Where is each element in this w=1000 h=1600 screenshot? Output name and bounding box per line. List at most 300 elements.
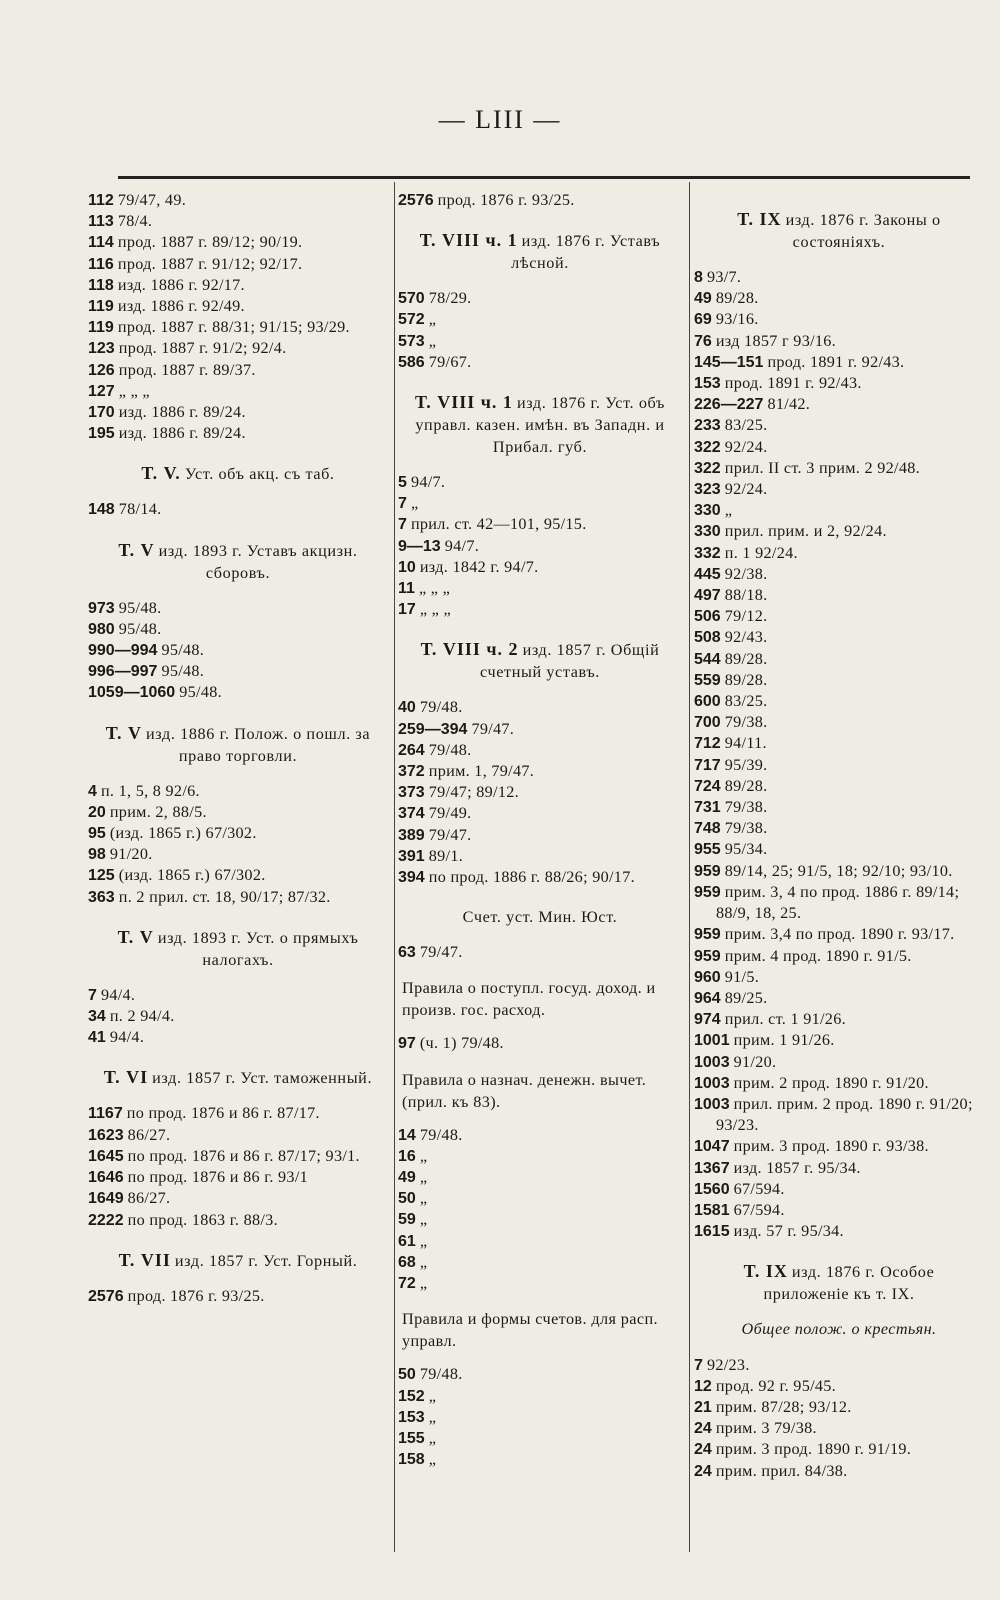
- entry-reference: прил. ст. 42—101, 95/15.: [410, 515, 587, 534]
- entry-reference: по прод. 1876 и 86 г. 87/17; 93/1.: [127, 1146, 360, 1165]
- index-entry: [694, 394, 984, 415]
- heading-text: изд. 1876 г. Уставъ лѣсной.: [511, 232, 661, 273]
- index-entry: [694, 755, 984, 776]
- entry-article-number: 97: [398, 1035, 416, 1053]
- entry-reference: прим. 2 прод. 1890 г. 91/20.: [733, 1073, 929, 1092]
- section-heading: [694, 1260, 984, 1305]
- volume-label: Т. VI: [103, 1067, 149, 1088]
- index-entry: [694, 479, 984, 500]
- index-entry: [88, 640, 388, 661]
- entry-reference: 83/25.: [724, 416, 768, 435]
- index-entry: [694, 1030, 984, 1051]
- entry-reference: 91/20.: [109, 845, 153, 864]
- entry-reference: 89/1.: [428, 846, 464, 865]
- entry-reference: 95/48.: [118, 619, 162, 638]
- entry-reference: п. 1, 5, 8 92/6.: [100, 781, 200, 800]
- index-entry: [88, 317, 388, 338]
- entry-article-number: 41: [88, 1029, 106, 1047]
- index-entry: [88, 275, 388, 296]
- volume-label: Т. VIII ч. 1: [419, 230, 518, 251]
- volume-label: Т. IX: [743, 1261, 788, 1282]
- index-entry: [398, 472, 682, 493]
- index-entry: [398, 1146, 682, 1167]
- entry-reference: 91/20.: [733, 1052, 777, 1071]
- entry-article-number: 50: [398, 1190, 416, 1208]
- entry-reference: прим. 87/28; 93/12.: [715, 1397, 852, 1416]
- index-column-1: [88, 190, 388, 1550]
- index-entry: [694, 1397, 984, 1418]
- entry-article-number: 372: [398, 763, 425, 781]
- entry-article-number: 153: [694, 375, 721, 393]
- entry-reference: 94/4.: [109, 1028, 145, 1047]
- entry-article-number: 1615: [694, 1223, 730, 1241]
- entry-reference: 86/27.: [127, 1189, 171, 1208]
- index-entry: [88, 865, 388, 886]
- entry-article-number: 1047: [694, 1138, 730, 1156]
- entry-article-number: 11: [398, 580, 415, 598]
- entry-article-number: 226—227: [694, 396, 764, 414]
- index-entry: [398, 942, 682, 963]
- index-entry: [694, 1376, 984, 1397]
- header-rule: [118, 176, 970, 179]
- index-entry: [88, 1146, 388, 1167]
- column-divider: [394, 182, 395, 1552]
- entry-reference: 81/42.: [767, 395, 811, 414]
- entry-article-number: 731: [694, 799, 721, 817]
- entry-article-number: 148: [88, 501, 115, 519]
- entry-article-number: 497: [694, 587, 721, 605]
- entry-reference: 79/38.: [724, 713, 768, 732]
- entry-reference: 79/47.: [428, 825, 472, 844]
- entry-article-number: 40: [398, 699, 416, 717]
- entry-article-number: 123: [88, 340, 115, 358]
- entry-article-number: 332: [694, 544, 721, 562]
- entry-article-number: 127: [88, 382, 115, 400]
- index-entry: [88, 190, 388, 211]
- entry-article-number: 158: [398, 1451, 425, 1469]
- entry-reference: 93/16.: [715, 310, 759, 329]
- entry-article-number: 72: [398, 1275, 416, 1293]
- entry-article-number: 959: [694, 926, 721, 944]
- entry-reference: прил. II ст. 3 прим. 2 92/48.: [724, 458, 920, 477]
- entry-article-number: 959: [694, 883, 721, 901]
- entry-reference: 78/4.: [117, 212, 153, 231]
- index-entry: [398, 514, 682, 535]
- index-entry: [88, 781, 388, 802]
- volume-label: Т. IX: [737, 209, 782, 229]
- index-entry: [398, 536, 682, 557]
- entry-reference: 89/28.: [724, 670, 768, 689]
- entry-article-number: 700: [694, 714, 721, 732]
- entry-article-number: 544: [694, 650, 721, 668]
- entry-reference: изд. 1857 г. 95/34.: [733, 1158, 861, 1177]
- index-entry: [694, 924, 984, 945]
- index-entry: [88, 1103, 388, 1124]
- index-entry: [398, 697, 682, 718]
- entry-article-number: 1367: [694, 1159, 730, 1177]
- index-entry: [88, 1286, 388, 1307]
- entry-reference: изд. 1886 г. 92/49.: [117, 297, 245, 316]
- index-entry: [694, 373, 984, 394]
- index-entry: [398, 867, 682, 888]
- entry-reference: 79/48.: [428, 740, 472, 759]
- entry-article-number: 960: [694, 968, 721, 986]
- entry-article-number: 1059—1060: [88, 684, 176, 702]
- section-heading: [398, 229, 682, 274]
- section-heading: [398, 391, 682, 458]
- index-entry: [88, 423, 388, 444]
- entry-article-number: 5: [398, 474, 407, 492]
- entry-reference: „: [428, 1386, 437, 1405]
- entry-article-number: 14: [398, 1126, 416, 1144]
- index-entry: [88, 661, 388, 682]
- index-entry: [694, 500, 984, 521]
- entry-reference: 78/14.: [118, 500, 162, 519]
- index-entry: [694, 415, 984, 436]
- index-entry: [398, 1386, 682, 1407]
- entry-reference: 67/594.: [733, 1200, 785, 1219]
- section-heading: [398, 638, 682, 683]
- index-entry: [694, 521, 984, 542]
- entry-reference: прим. 2, 88/5.: [109, 802, 207, 821]
- heading-text: изд. 1886 г. Полож. о пошл. за право торговли.: [146, 724, 371, 765]
- index-entry: [398, 1125, 682, 1146]
- entry-reference: 93/7.: [706, 268, 742, 286]
- index-entry: [694, 649, 984, 670]
- entry-reference: „ „ „: [118, 381, 150, 400]
- entry-article-number: 61: [398, 1232, 416, 1250]
- index-entry: [398, 1252, 682, 1273]
- entry-article-number: 9—13: [398, 537, 441, 555]
- entry-reference: 92/24.: [724, 480, 768, 499]
- entry-reference: изд. 1886 г. 92/17.: [117, 275, 245, 294]
- index-entry: [398, 719, 682, 740]
- index-entry: [398, 1364, 682, 1385]
- heading-text: Счет. уст. Мин. Юст.: [462, 908, 618, 927]
- index-entry: [88, 682, 388, 703]
- entry-reference: прод. 1887 г. 91/12; 92/17.: [117, 254, 303, 273]
- entry-article-number: 7: [398, 495, 407, 513]
- section-note: Правила и формы счетов. для расп. управл.: [402, 1310, 658, 1351]
- entry-article-number: 98: [88, 846, 106, 864]
- entry-article-number: 50: [398, 1366, 416, 1384]
- entry-article-number: 712: [694, 735, 721, 753]
- entry-reference: прод. 1887 г. 88/31; 91/15; 93/29.: [117, 318, 350, 337]
- entry-article-number: 126: [88, 361, 115, 379]
- entry-article-number: 69: [694, 311, 712, 329]
- entry-reference: 88/18.: [724, 586, 768, 605]
- index-entry: [398, 493, 682, 514]
- entry-article-number: 8: [694, 269, 703, 286]
- index-entry: [88, 1027, 388, 1048]
- entry-reference: изд. 1842 г. 94/7.: [419, 557, 539, 576]
- index-entry: [398, 761, 682, 782]
- entry-reference: прил. ст. 1 91/26.: [724, 1010, 846, 1029]
- index-entry: [398, 1428, 682, 1449]
- entry-reference: 79/49.: [428, 804, 472, 823]
- entry-reference: 79/47; 89/12.: [428, 783, 519, 802]
- entry-reference: 94/4.: [100, 985, 136, 1004]
- entry-reference: 95/48.: [179, 683, 222, 702]
- entry-article-number: 573: [398, 332, 425, 350]
- volume-label: Т. V: [118, 539, 155, 560]
- entry-article-number: 363: [88, 888, 115, 906]
- entry-reference: прим. 3,4 по прод. 1890 г. 93/17.: [724, 925, 955, 944]
- entry-article-number: 980: [88, 620, 115, 638]
- section-heading: [88, 926, 388, 971]
- entry-article-number: 7: [88, 986, 97, 1004]
- entry-reference: прил. прим. 2 прод. 1890 г. 91/20; 93/23.: [716, 1094, 973, 1135]
- index-entry: [694, 585, 984, 606]
- entry-article-number: 570: [398, 290, 425, 308]
- entry-article-number: 1003: [694, 1074, 730, 1092]
- entry-article-number: 125: [88, 867, 115, 885]
- index-entry: [694, 543, 984, 564]
- entry-article-number: 170: [88, 404, 115, 422]
- entry-article-number: 330: [694, 502, 721, 520]
- entry-reference: 89/28.: [724, 649, 768, 668]
- entry-article-number: 233: [694, 417, 721, 435]
- index-entry: [694, 1355, 984, 1376]
- volume-label: Т. V: [117, 926, 154, 947]
- entry-article-number: 114: [88, 234, 114, 252]
- entry-reference: 92/43.: [724, 628, 768, 647]
- entry-reference: „: [428, 1407, 437, 1426]
- entry-reference: изд. 1886 г. 89/24.: [118, 424, 246, 443]
- index-entry: [88, 985, 388, 1006]
- entry-article-number: 955: [694, 841, 721, 859]
- index-entry: [694, 1200, 984, 1221]
- index-entry: [694, 1439, 984, 1460]
- heading-text: изд. 1876 г. Законы о состояніяхъ.: [785, 211, 941, 251]
- index-entry: [694, 1009, 984, 1030]
- index-entry: [694, 691, 984, 712]
- entry-reference: „: [428, 1450, 437, 1469]
- entry-reference: прим. 1 91/26.: [733, 1031, 835, 1050]
- heading-text: Уст. объ акц. съ таб.: [184, 465, 335, 484]
- entry-article-number: 990—994: [88, 642, 158, 660]
- entry-article-number: 259—394: [398, 720, 468, 738]
- index-entry: [694, 288, 984, 309]
- entry-article-number: 559: [694, 671, 721, 689]
- entry-reference: 89/14, 25; 91/5, 18; 92/10; 93/10.: [724, 861, 953, 880]
- index-entry: [398, 557, 682, 578]
- entry-reference: „: [724, 501, 733, 520]
- entry-reference: (изд. 1865 г.) 67/302.: [118, 866, 266, 885]
- entry-reference: п. 2 94/4.: [109, 1007, 175, 1026]
- index-entry: [694, 352, 984, 373]
- volume-label: Т. VIII ч. 1: [415, 392, 513, 413]
- entry-reference: „: [428, 1428, 437, 1447]
- index-column-2: [398, 190, 682, 1550]
- entry-reference: „: [419, 1168, 428, 1187]
- index-entry: [398, 288, 682, 309]
- entry-reference: по прод. 1876 и 86 г. 87/17.: [126, 1104, 320, 1123]
- entry-reference: прил. прим. и 2, 92/24.: [724, 522, 887, 541]
- entry-article-number: 2576: [88, 1287, 124, 1305]
- index-entry: [398, 1231, 682, 1252]
- entry-reference: 95/39.: [724, 755, 768, 774]
- entry-reference: „ „ „: [419, 600, 451, 619]
- index-entry: [694, 882, 984, 924]
- index-entry: [88, 381, 388, 402]
- entry-reference: 91/5.: [724, 967, 760, 986]
- entry-reference: прод. 1891 г. 92/43.: [767, 352, 905, 371]
- entry-article-number: 68: [398, 1253, 416, 1271]
- entry-reference: „: [428, 310, 437, 329]
- entry-article-number: 1001: [694, 1032, 730, 1050]
- entry-article-number: 116: [88, 255, 114, 273]
- entry-reference: 79/48.: [419, 1125, 463, 1144]
- index-entry: [694, 1094, 984, 1136]
- index-entry: [88, 211, 388, 232]
- entry-reference: 92/23.: [706, 1355, 750, 1374]
- entry-article-number: 959: [694, 862, 721, 880]
- section-heading: [88, 1249, 388, 1272]
- index-column-3: [694, 190, 984, 1550]
- entry-reference: 94/7.: [410, 473, 446, 492]
- entry-article-number: 330: [694, 523, 721, 541]
- entry-article-number: 1167: [88, 1105, 123, 1123]
- entry-article-number: 76: [694, 332, 712, 350]
- entry-article-number: 1003: [694, 1095, 730, 1113]
- section-heading: [694, 208, 984, 253]
- entry-article-number: 373: [398, 784, 425, 802]
- entry-reference: прод. 92 г. 95/45.: [715, 1376, 837, 1395]
- index-entry: [694, 1461, 984, 1482]
- section-heading: [398, 906, 682, 928]
- entry-article-number: 964: [694, 989, 721, 1007]
- entry-article-number: 21: [694, 1398, 712, 1416]
- index-entry: [694, 776, 984, 797]
- index-entry: [694, 712, 984, 733]
- index-entry: [694, 1179, 984, 1200]
- entry-reference: по прод. 1863 г. 88/3.: [127, 1210, 278, 1229]
- index-entry: [694, 988, 984, 1009]
- entry-reference: прим. 4 прод. 1890 г. 91/5.: [724, 946, 912, 965]
- index-entry: [398, 825, 682, 846]
- entry-article-number: 113: [88, 213, 114, 231]
- heading-text: изд. 1857 г. Уст. таможенный.: [152, 1069, 373, 1088]
- entry-article-number: 506: [694, 608, 721, 626]
- index-entry: [398, 331, 682, 352]
- entry-reference: прод. 1891 г. 92/43.: [724, 374, 862, 393]
- index-entry: [88, 232, 388, 253]
- entry-reference: прим. 3 прод. 1890 г. 93/38.: [733, 1137, 929, 1156]
- index-entry: [398, 1407, 682, 1428]
- entry-article-number: 119: [88, 319, 114, 337]
- index-entry: [398, 599, 682, 620]
- index-entry: [694, 839, 984, 860]
- index-entry: [88, 499, 388, 520]
- entry-reference: прим. 3, 4 по прод. 1886 г. 89/14; 88/9, 18, 25.: [716, 882, 960, 923]
- entry-article-number: 4: [88, 782, 97, 800]
- entry-article-number: 1581: [694, 1201, 730, 1219]
- heading-text: изд. 1876 г. Особое приложеніе къ т. IX.: [763, 1263, 935, 1304]
- index-entry: [398, 740, 682, 761]
- entry-reference: „: [419, 1189, 428, 1208]
- entry-article-number: 996—997: [88, 663, 158, 681]
- index-entry: [694, 1221, 984, 1242]
- entry-article-number: 16: [398, 1147, 416, 1165]
- index-entry: [694, 946, 984, 967]
- entry-reference: прим. 3 прод. 1890 г. 91/19.: [715, 1440, 912, 1459]
- entry-article-number: 724: [694, 777, 721, 795]
- index-entry: [88, 254, 388, 275]
- index-entry: [398, 1209, 682, 1230]
- entry-article-number: 586: [398, 353, 425, 371]
- entry-reference: 67/594.: [733, 1179, 785, 1198]
- entry-article-number: 1003: [694, 1053, 730, 1071]
- index-entry: [694, 267, 984, 288]
- index-entry: [694, 437, 984, 458]
- entry-article-number: 12: [694, 1377, 712, 1395]
- index-entry: [88, 296, 388, 317]
- entry-reference: (ч. 1) 79/48.: [419, 1034, 504, 1053]
- index-entry: [88, 887, 388, 908]
- index-entry: [88, 844, 388, 865]
- entry-article-number: 59: [398, 1211, 416, 1229]
- entry-reference: 79/47, 49.: [117, 191, 187, 209]
- entry-article-number: 374: [398, 805, 425, 823]
- entry-article-number: 717: [694, 756, 721, 774]
- entry-reference: „: [410, 494, 419, 513]
- section-heading: [88, 1066, 388, 1089]
- volume-label: Т. V.: [141, 463, 181, 484]
- section-heading: [88, 539, 388, 584]
- entry-reference: прод. 1887 г. 89/12; 90/19.: [117, 233, 303, 252]
- entry-article-number: 974: [694, 1011, 721, 1029]
- index-entry: [398, 1033, 682, 1054]
- entry-article-number: 1646: [88, 1169, 124, 1187]
- index-entry: [398, 1273, 682, 1294]
- index-entry: [88, 802, 388, 823]
- entry-article-number: 445: [694, 565, 721, 583]
- column-divider: [689, 182, 690, 1552]
- entry-reference: 79/38.: [724, 819, 768, 838]
- index-entry: [398, 803, 682, 824]
- heading-text: изд. 1893 г. Уст. о прямыхъ налогахъ.: [157, 928, 359, 969]
- index-entry: [88, 360, 388, 381]
- entry-article-number: 2222: [88, 1211, 124, 1229]
- entry-reference: „ „ „: [418, 579, 451, 598]
- index-entry: [694, 627, 984, 648]
- heading-text: изд. 1857 г. Уст. Горный.: [174, 1251, 358, 1270]
- entry-reference: 78/29.: [428, 289, 472, 308]
- entry-article-number: 63: [398, 944, 416, 962]
- index-entry: [694, 606, 984, 627]
- entry-article-number: 1560: [694, 1180, 730, 1198]
- entry-article-number: 959: [694, 947, 721, 965]
- entry-article-number: 323: [694, 481, 721, 499]
- entry-reference: 86/27.: [127, 1125, 171, 1144]
- entry-article-number: 973: [88, 599, 115, 617]
- entry-article-number: 2576: [398, 192, 434, 209]
- entry-article-number: 24: [694, 1462, 712, 1480]
- entry-reference: 79/12.: [724, 607, 768, 626]
- entry-article-number: 20: [88, 803, 106, 821]
- entry-article-number: 600: [694, 693, 721, 711]
- entry-article-number: 748: [694, 820, 721, 838]
- index-entry: [694, 967, 984, 988]
- entry-reference: прим. 3 79/38.: [715, 1419, 817, 1438]
- index-entry: [694, 733, 984, 754]
- entry-reference: „: [419, 1146, 428, 1165]
- entry-article-number: 195: [88, 425, 115, 443]
- volume-label: Т. VIII ч. 2: [420, 639, 519, 660]
- entry-reference: по прод. 1876 и 86 г. 93/1: [127, 1168, 309, 1187]
- entry-article-number: 24: [694, 1420, 712, 1438]
